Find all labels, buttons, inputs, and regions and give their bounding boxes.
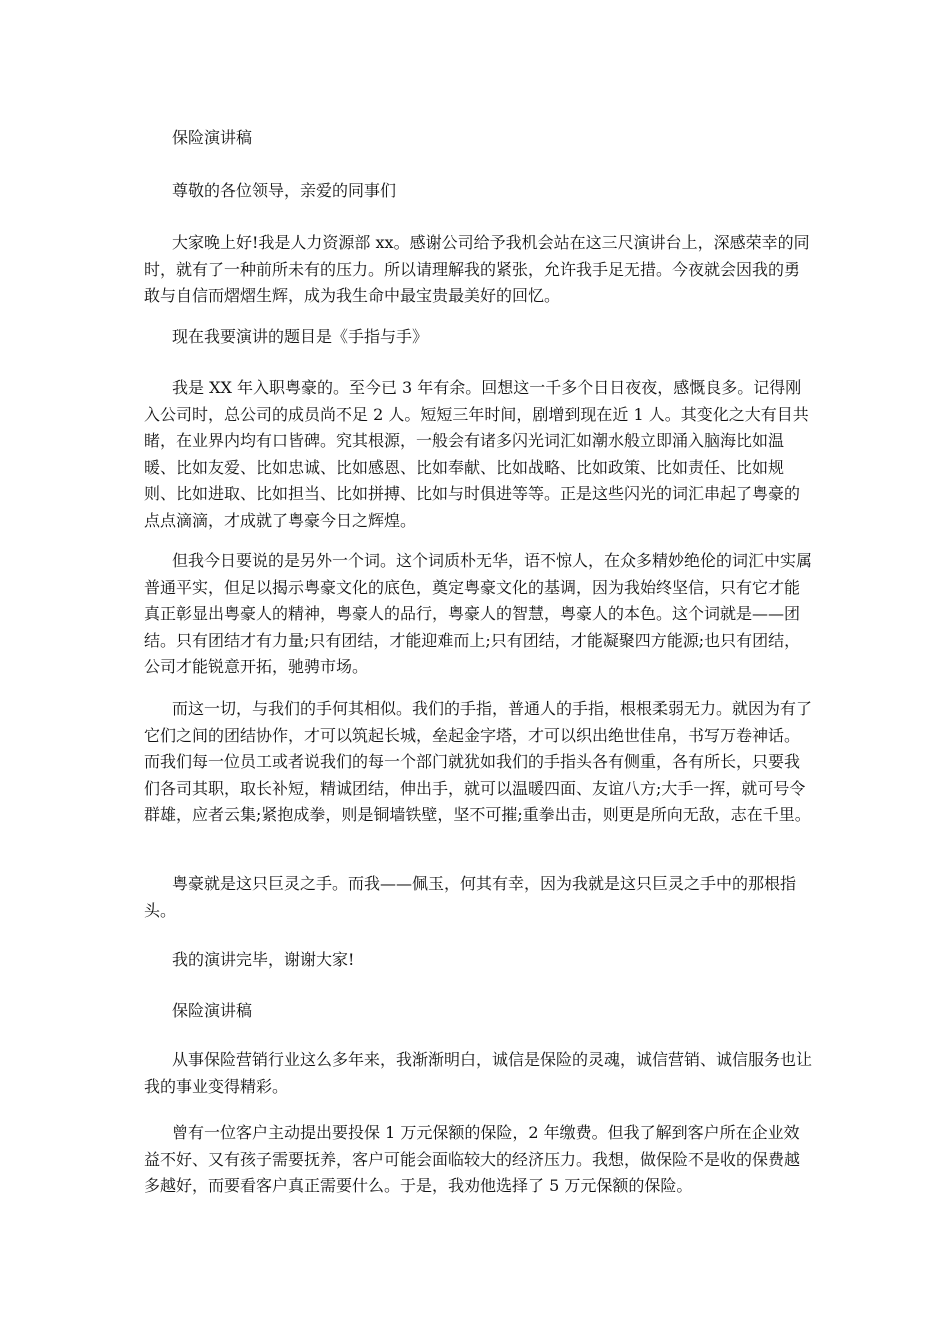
paragraph-9-text: 曾有一位客户主动提出要投保 1 万元保额的保险，2 年缴费。但我了解到客户所在企业效益不好、又有孩子需要抚养，客户可能会面临较大的经济压力。我想，做保险不是收的保费越多越好，而要看客户真正需要什么。于是，我劝他选择了 5 万元保额的保险。 [144,1123,801,1195]
document-title: 保险演讲稿 [172,128,253,147]
paragraph-5-text: 而这一切，与我们的手何其相似。我们的手指，普通人的手指，根根柔弱无力。就因为有了它们之间的团结协作，才可以筑起长城，垒起金字塔，才可以织出绝世佳帛，书写万卷神话。而我们每一位员工或者说我们的每一个部门就犹如我们的手指头各有侧重，各有所长，只要我们各司其职，取长补短，精诚团结，伸出手，就可以温暖四面、友谊八方;大手一挥，就可号令群雄，应者云集;紧抱成拳，则是铜墙铁壁，坚不可摧;重拳出击，则更是所向无敌，志在千里。 [144,699,813,824]
paragraph-6-text: 粤豪就是这只巨灵之手。而我——佩玉，何其有幸，因为我就是这只巨灵之手中的那根指头。 [144,874,797,920]
paragraph-4-text: 但我今日要说的是另外一个词。这个词质朴无华，语不惊人，在众多精妙绝伦的词汇中实属普通平实，但足以揭示粤豪文化的底色，奠定粤豪文化的基调，因为我始终坚信，只有它才能真正彰显出粤豪人的精神，粤豪人的品行，粤豪人的智慧，粤豪人的本色。这个词就是——团结。只有团结才有力量;只有团结，才能迎难而上;只有团结，才能凝聚四方能源;也只有团结，公司才能锐意开拓，驰骋市场。 [144,551,813,676]
paragraph-1-text: 大家晚上好!我是人力资源部 xx。感谢公司给予我机会站在这三尺演讲台上，深感荣幸的同时，就有了一种前所未有的压力。所以请理解我的紧张，允许我手足无措。今夜就会因我的勇敢与自信而熠熠生辉，成为我生命中最宝贵最美好的回忆。 [144,233,810,305]
paragraph-8-text: 从事保险营销行业这么多年来，我渐渐明白，诚信是保险的灵魂，诚信营销、诚信服务也让我的事业变得精彩。 [144,1050,813,1096]
paragraph-3 [144,375,812,534]
paragraph-6 [144,871,812,924]
salutation: 尊敬的各位领导，亲爱的同事们 [172,181,397,200]
speech-topic: 现在我要演讲的题目是《手指与手》 [172,327,429,346]
paragraph-3-text: 我是 XX 年入职粤豪的。至今已 3 年有余。回想这一千多个日日夜夜，感慨良多。记得刚入公司时，总公司的成员尚不足 2 人。短短三年时间，剧增到现在近 1 人。其变化之大有目共睹，在业界内均有口皆碑。究其根源，一般会有诸多闪光词汇如潮水般立即涌入脑海比如温暖、比如友爱、比如忠诚、比如感恩、比如奉献、比如战略、比如政策、比如责任、比如规则、比如进取、比如担当、比如拼搏、比如与时俱进等等。正是这些闪光的词汇串起了粤豪的点点滴滴，才成就了粤豪今日之辉煌。 [144,378,809,530]
paragraph-9 [144,1120,812,1200]
closing-line: 我的演讲完毕，谢谢大家! [172,950,355,969]
paragraph-4 [144,548,813,681]
paragraph-8 [144,1047,813,1100]
paragraph-5 [144,696,813,829]
paragraph-1 [144,230,812,310]
second-title: 保险演讲稿 [172,1001,253,1020]
